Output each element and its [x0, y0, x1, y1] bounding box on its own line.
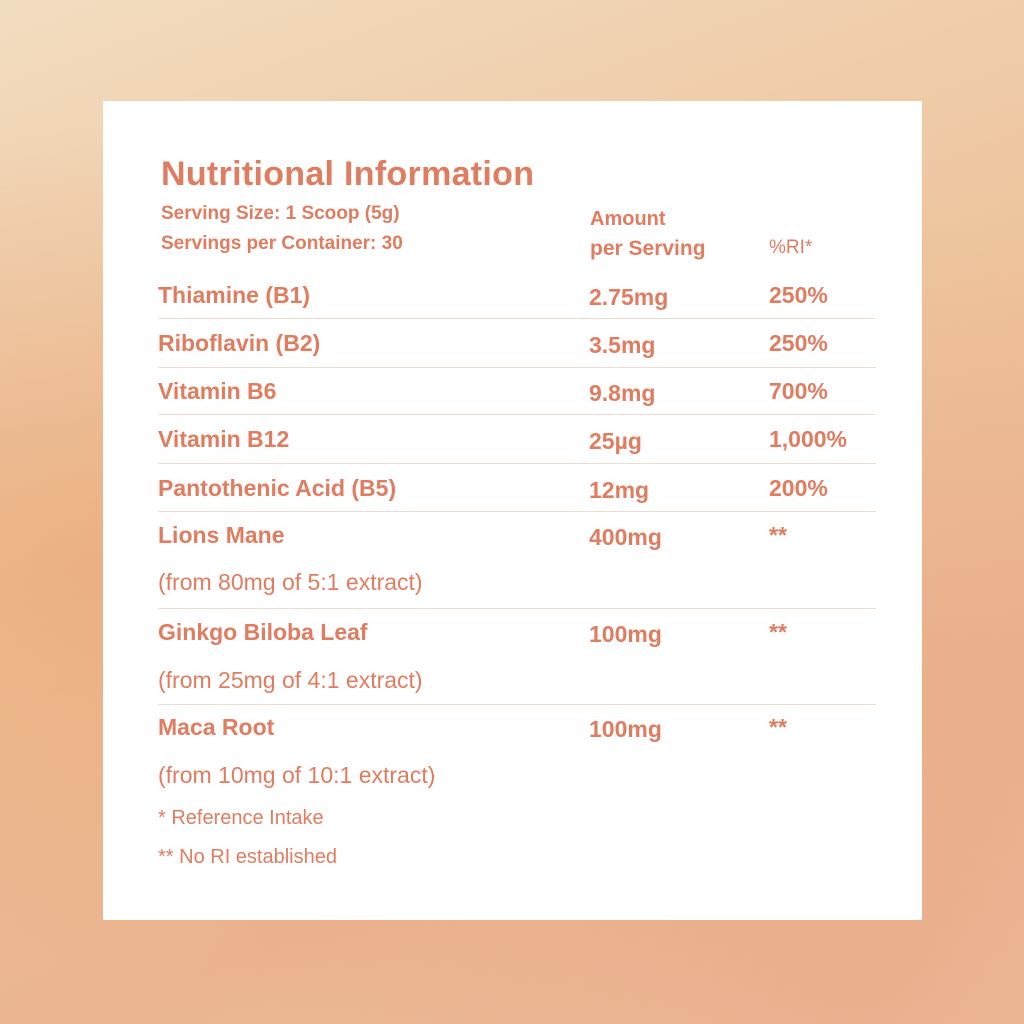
row-divider — [158, 414, 876, 415]
nutrient-name: Vitamin B6 — [158, 378, 277, 404]
ri-header: %RI* — [769, 237, 813, 258]
row-divider — [158, 367, 876, 368]
nutrient-note: (from 25mg of 4:1 extract) — [158, 667, 423, 693]
row-divider — [158, 511, 876, 512]
nutrient-ri: 250% — [769, 282, 828, 308]
row-divider — [158, 704, 876, 705]
amount-header-line2: per Serving — [590, 237, 706, 260]
nutrient-amount: 2.75mg — [589, 284, 669, 310]
nutrient-amount: 12mg — [589, 477, 650, 503]
footnote-no-ri: ** No RI established — [158, 846, 337, 868]
nutrient-note: (from 80mg of 5:1 extract) — [158, 569, 423, 595]
nutrient-ri: 200% — [769, 475, 828, 501]
nutrient-name: Pantothenic Acid (B5) — [158, 475, 397, 501]
nutrient-note: (from 10mg of 10:1 extract) — [158, 762, 436, 788]
nutrient-name: Vitamin B12 — [158, 426, 290, 452]
footnote-reference-intake: * Reference Intake — [158, 807, 324, 829]
nutrient-ri: ** — [769, 619, 787, 645]
nutrient-name: Thiamine (B1) — [158, 282, 311, 308]
nutrient-amount: 100mg — [589, 716, 662, 742]
nutrient-name: Ginkgo Biloba Leaf — [158, 619, 368, 645]
servings-per-container: Servings per Container: 30 — [161, 233, 403, 254]
nutrient-amount: 3.5mg — [589, 332, 656, 358]
nutrient-ri: 1,000% — [769, 426, 848, 452]
amount-header-line1: Amount — [590, 208, 666, 230]
nutrient-ri: 700% — [769, 378, 828, 404]
nutrient-name: Maca Root — [158, 714, 275, 740]
nutrient-amount: 25µg — [589, 428, 642, 454]
row-divider — [158, 318, 876, 319]
nutrition-panel — [103, 101, 922, 920]
panel-title: Nutritional Information — [161, 155, 535, 193]
nutrient-ri: ** — [769, 522, 787, 548]
row-divider — [158, 463, 876, 464]
nutrient-amount: 9.8mg — [589, 380, 656, 406]
nutrient-ri: 250% — [769, 330, 828, 356]
nutrient-name: Lions Mane — [158, 522, 285, 548]
nutrient-amount: 400mg — [589, 524, 662, 550]
nutrient-name: Riboflavin (B2) — [158, 330, 321, 356]
nutrient-amount: 100mg — [589, 621, 662, 647]
serving-size: Serving Size: 1 Scoop (5g) — [161, 203, 400, 224]
nutrient-ri: ** — [769, 714, 787, 740]
row-divider — [158, 608, 876, 609]
